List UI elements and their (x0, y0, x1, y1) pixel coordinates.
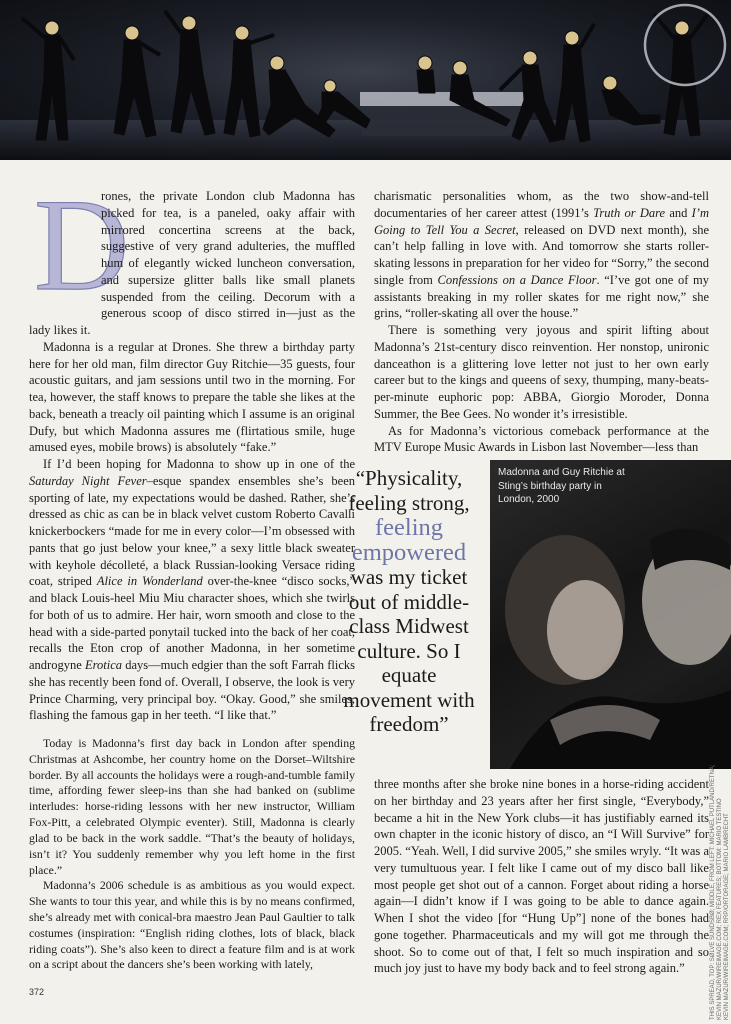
dancers-illustration (0, 0, 731, 160)
paragraph: Madonna’s 2006 schedule is as ambitious as you would expect. She wants to tour this year, and while this is by no means confirmed, she’s already met with conical-bra maestro Jean Paul Gaultier to talk costumes (inspiration: “English riding clothes, lots of black, black riding coats”). She’s also keen to direct a feature film and is at work on a script about the dancers she’s been working with lately, (29, 878, 355, 972)
right-column-top (374, 188, 709, 456)
paragraph: charismatic personalities whom, as the two show-and-tell documentaries of her career attest (1991’s Truth or Dare and I’m Going to Tell You a Secret, released on DVD next month), she can’t help falling in love with. And tomorrow she starts roller-skating lessons in preparation for her video for “Sorry,” the second single from Confessions on a Dance Floor. “I’ve got one of my assistants breaking in my roller skates for me right now,” she grins, “roller-skating all over the house.” (374, 189, 709, 321)
left-column-lower (29, 736, 355, 973)
page-number: 372 (29, 987, 45, 997)
pull-quote-highlight: feeling empowered (351, 514, 467, 566)
pull-quote-line1: “Physicality, feeling strong, (348, 466, 470, 515)
pull-quote (338, 466, 480, 737)
paragraph: Madonna is a regular at Drones. She threw a birthday party here for her old man, film director Guy Ritchie—35 guests, four acoustic guitars, and jam sessions until two in the morning. For tea, however, the staff knows to prepare the table she likes at the back, beneath a treacly oil painting which I assume is an original Dufy, but which Madonna assures me (flirtatious smile, huge amused eyes, mobile brows) is absolutely “fake.” (29, 339, 355, 455)
pull-quote-line3: was my ticket out of middle-class Midwest culture. So I equate movement with freedom” (343, 565, 475, 736)
paragraph: If I’d been hoping for Madonna to show up in one of the Saturday Night Fever–esque spandex ensembles she’s been sporting of late, my expectations would be dashed. Rather, she’s dressed as chic as can be in black velvet custom Roberto Cavalli knickerbockers “made for me in every color—I’m obsessed with pants that go just below your knee,” a sexy little black sweater with keyhole décolleté, a black Russian-looking Versace riding coat, striped Alice in Wonderland over-the-knee “disco socks,” and black Louis-heel Miu Miu character shoes, which she twirls for both of us to admire. Her hair, worn smooth and close to the head with a side-parted ponytail tucked into the back of her coat, recalls the Eton crop of another Madonna, in her sometime androgyne Erotica days—much edgier than the soft Farrah flicks she has recently been fond of. Overall, I observe, the look is very Prince Charming, very principal boy. “Okay. Good,” she smiles, flashing the famous gap in her teeth. “I like that.” (29, 457, 355, 723)
left-column (29, 188, 355, 724)
opening-paragraph (29, 188, 355, 339)
opening-paragraph-text: rones, the private London club Madonna has picked for tea, is a paneled, oaky affair with mirrored concertina screens at the back, suggestive of very grand adulteries, the muffled hum of elegantly wicked luncheon conversation, and supersize glitter balls like small planets suspended from the ceiling. Decorum with a generous scoop of disco stirred in—just as the lady likes it. (29, 189, 355, 337)
photo-caption: Madonna and Guy Ritchie at Sting’s birthday party in London, 2000 (498, 467, 625, 505)
paragraph: Today is Madonna’s first day back in London after spending Christmas at Ashcombe, her country home on the Dorset–Wiltshire border. By all accounts the holidays were a rough-and-tumble family time, affording fewer sleep-ins than she had banked on (sublime interludes: horse-riding lessons with her new instructor, William Fox-Pitt, a celebrated Olympic eventer). Still, Madonna is clearly glad to be back in the work saddle. “That’s the beauty of holidays, isn’t it? You suddenly remember why you left home in the first place.” (29, 736, 355, 877)
photo-credit: THIS SPREAD, TOP: SØLVE SUNDSBØ; MIDDLE, FROM LEFT: MICHAEL PUTLAND/RETNA; KEVIN MAZUR/WIREIMAGE.COM; REX FEATURES; BOTTOM: MARIO TESTINO KEVIN MAZUR/WIREIMAGE.COM; RRP/ORTORAGE; MARIO LAMBRECHT (710, 764, 730, 1020)
top-dancers-photo (0, 0, 731, 160)
drop-cap-letter: D (34, 171, 130, 318)
paragraph: As for Madonna’s victorious comeback performance at the MTV Europe Music Awards in Lisbon last November—less than (374, 423, 709, 455)
madonna-guy-ritchie-photo (490, 460, 731, 769)
paragraph: three months after she broke nine bones in a horse-riding accident on her birthday and 23 years after her first single, “Everybody,” became a hit in the New York clubs—it has justifiably earned its own chapter in the iconic history of disco, an “I Will Survive” for 2005. “Yeah. Well, I did survive 2005,” she smiles wryly. “It was a very tumultuous year. I felt like I came out of my disco ball like most people get shot out of a cannon. Forget about riding a horse again—I didn’t know if I was going to be able to dance again. When I shot the video [for “Hung Up”] none of the bones had gone together. Pharmaceuticals and my will got me through the shoot. So to come out of that, I felt so much inspiration and so much joy just to have my body back and to feel strong again.” (374, 777, 709, 976)
paragraph: There is something very joyous and spirit lifting about Madonna’s 21st-century disco reinvention. Her nonstop, unironic danceathon is a glittering love letter not just to her own early career but to the kings and queens of sexy, thumping, many-beats-per-minute euphoric pop: ABBA, Giorgio Moroder, Donna Summer, the Bee Gees. No wonder it’s irresistible. (374, 323, 709, 421)
right-column-lower (374, 776, 709, 977)
